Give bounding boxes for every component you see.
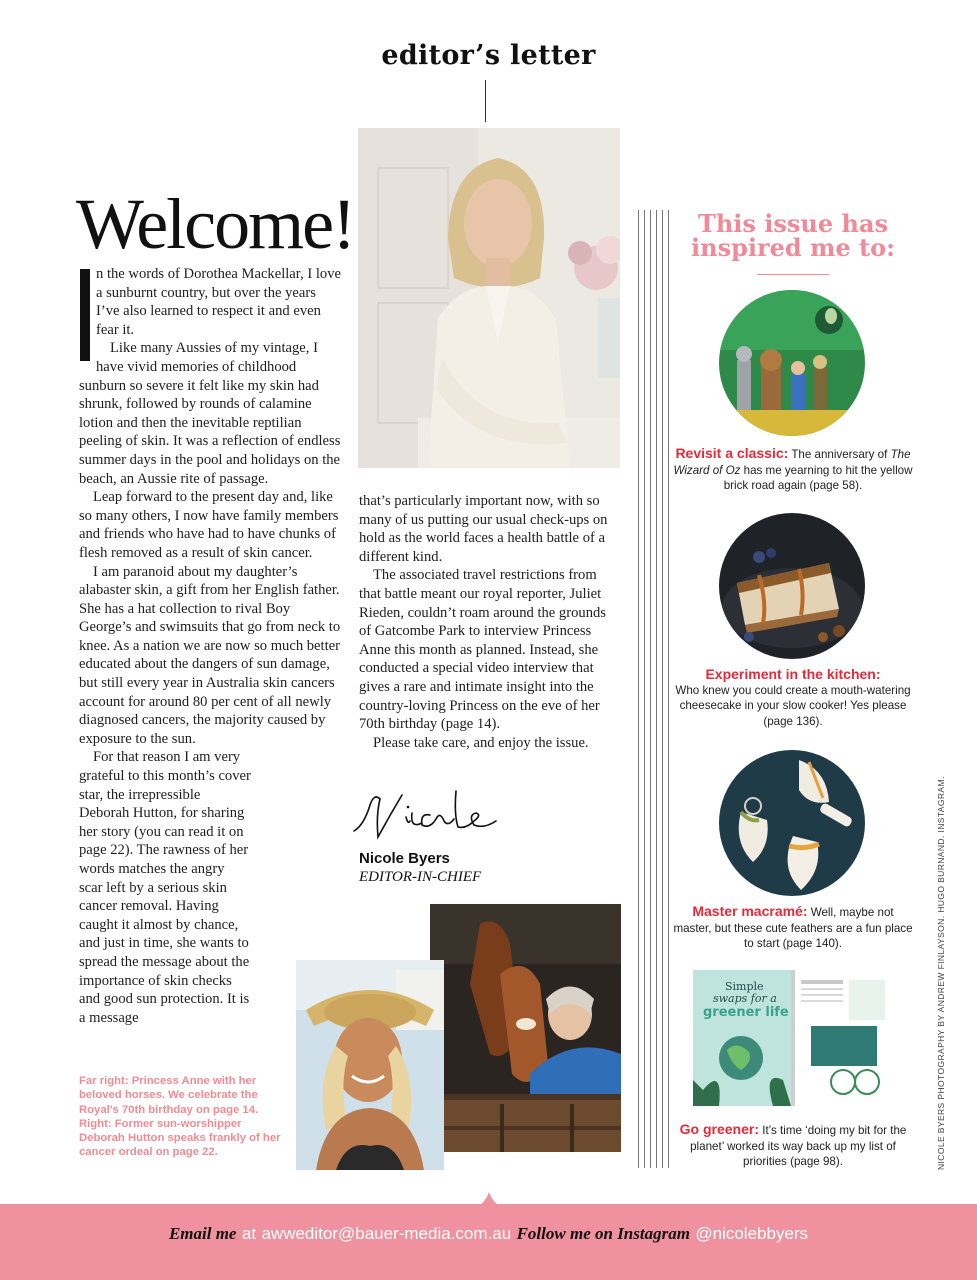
deborah-hutton-photo (296, 960, 444, 1170)
email-label: Email me (168, 1224, 237, 1243)
letter-paragraph: that’s particularly important now, with so many of us putting our usual check-ups on hold as the world faces a health battle of a different kind. (359, 493, 608, 565)
letter-paragraph: Please take care, and enjoy the issue. (373, 734, 589, 751)
letter-paragraph: Leap forward to the present day and, like so many others, I now have family members and friends who have had to have chunks of flesh removed as a result of skin cancer. (79, 489, 339, 561)
svg-text:Simple: Simple (725, 980, 764, 993)
instagram-label: Follow me on Instagram (516, 1224, 690, 1243)
macrame-feathers-image (719, 750, 865, 896)
sidebar-divider-lines (637, 210, 669, 1168)
letter-paragraph: The associated travel restrictions from that battle meant our royal reporter, Juliet Rieden, couldn’t roam around the grounds of Gatcombe Park to interview Princess Anne this month as planned. Instead, she conducted a special video interview that gives a rare and intimate insight into the country-loving Princess on the eve of her 70th birthday (page 14). (359, 567, 606, 733)
letter-column-1 (79, 265, 341, 1027)
editor-name: Nicole Byers (359, 850, 450, 867)
letter-paragraph: n the words of Dorothea Mackellar, I love a sunburnt country, but over the years I’ve also learned to respect it and even fear it. (79, 265, 341, 339)
photo-credit: NICOLE BYERS PHOTOGRAPHY BY ANDREW FINLAYSON. HUGO BURNAND. INSTAGRAM. (936, 776, 946, 1170)
photo-caption: Far right: Princess Anne with her beloved horses. We celebrate the Royal’s 70th birthday on page 14. Right: Former sun-worshipper Deborah Hutton speaks frankly of her cancer ordeal on page 22. (79, 1075, 281, 1159)
sidebar-item-experiment-kitchen: Experiment in the kitchen: Who knew you could create a mouth-watering cheesecake in your slow cooker! Yes please (page 136). (675, 666, 911, 728)
sidebar-item-go-greener: Go greener: It’s time ‘doing my bit for the planet’ worked its way back up my list of priorities (page 98). (679, 1121, 907, 1168)
email-link[interactable]: awweditor@bauer-media.com.au (261, 1224, 512, 1243)
editor-portrait-photo (358, 128, 620, 468)
section-title: editor’s letter (381, 40, 596, 71)
instagram-handle-link[interactable]: @nicolebbyers (695, 1224, 809, 1243)
sidebar-title-underline (757, 274, 829, 275)
handwritten-signature (350, 785, 500, 845)
letter-paragraph: Like many Aussies of my vintage, I have vivid memories of childhood sunburn so severe it felt like my skin had shrunk, followed by rounds of calamine lotion and then the inevitable reptilian peeling of skin. It was a reflection of endless summer days in the pool and holidays on the beach, an Aussie rite of passage. (79, 340, 341, 487)
sidebar-item-revisit-classic: Revisit a classic: The anniversary of The Wizard of Oz has me yearning to hit the yellow brick road again (page 58). (673, 445, 913, 492)
footer-notch (472, 1192, 506, 1208)
greener-life-spread-image (693, 970, 893, 1106)
dropcap-i (79, 269, 92, 361)
svg-text:swaps for a: swaps for a (713, 992, 777, 1005)
princess-anne-horses-photo (430, 904, 621, 1152)
letter-paragraph: For that reason I am very grateful to this month’s cover star, the irrepressible Deborah Hutton, for sharing her story (you can read it on page 22). The rawness of her words matches the angry scar left by a serious skin cancer removal. Having caught it almost by chance, and just in time, she wants to spread the message about the importance of skin checks and good sun protection. It is a message (79, 749, 251, 1026)
cheesecake-image (719, 513, 865, 659)
letter-paragraph: I am paranoid about my daughter’s alabaster skin, a gift from her English father. She has a hat collection to rival Boy George’s and swimsuits that go from neck to knee. As a nation we are now so much better educated about the dangers of sun damage, but still every year in Australia skin cancers account for around 80 per cent of all newly diagnosed cancers, the majority caused by exposure to the sun. (79, 563, 341, 747)
svg-text:greener life: greener life (703, 1005, 789, 1020)
sidebar-title: This issue has inspired me to: (691, 209, 895, 262)
editor-role: EDITOR-IN-CHIEF (359, 869, 482, 885)
title-divider (485, 80, 486, 122)
letter-headline: Welcome! (76, 184, 355, 264)
letter-column-2 (359, 492, 621, 752)
sidebar-item-master-macrame: Master macramé: Well, maybe not master, but these cute feathers are a fun place to start (page 140). (673, 903, 913, 950)
wizard-of-oz-image (719, 290, 865, 436)
footer-contact: Email me at awweditor@bauer-media.com.au Follow me on Instagram @nicolebbyers (168, 1224, 809, 1243)
